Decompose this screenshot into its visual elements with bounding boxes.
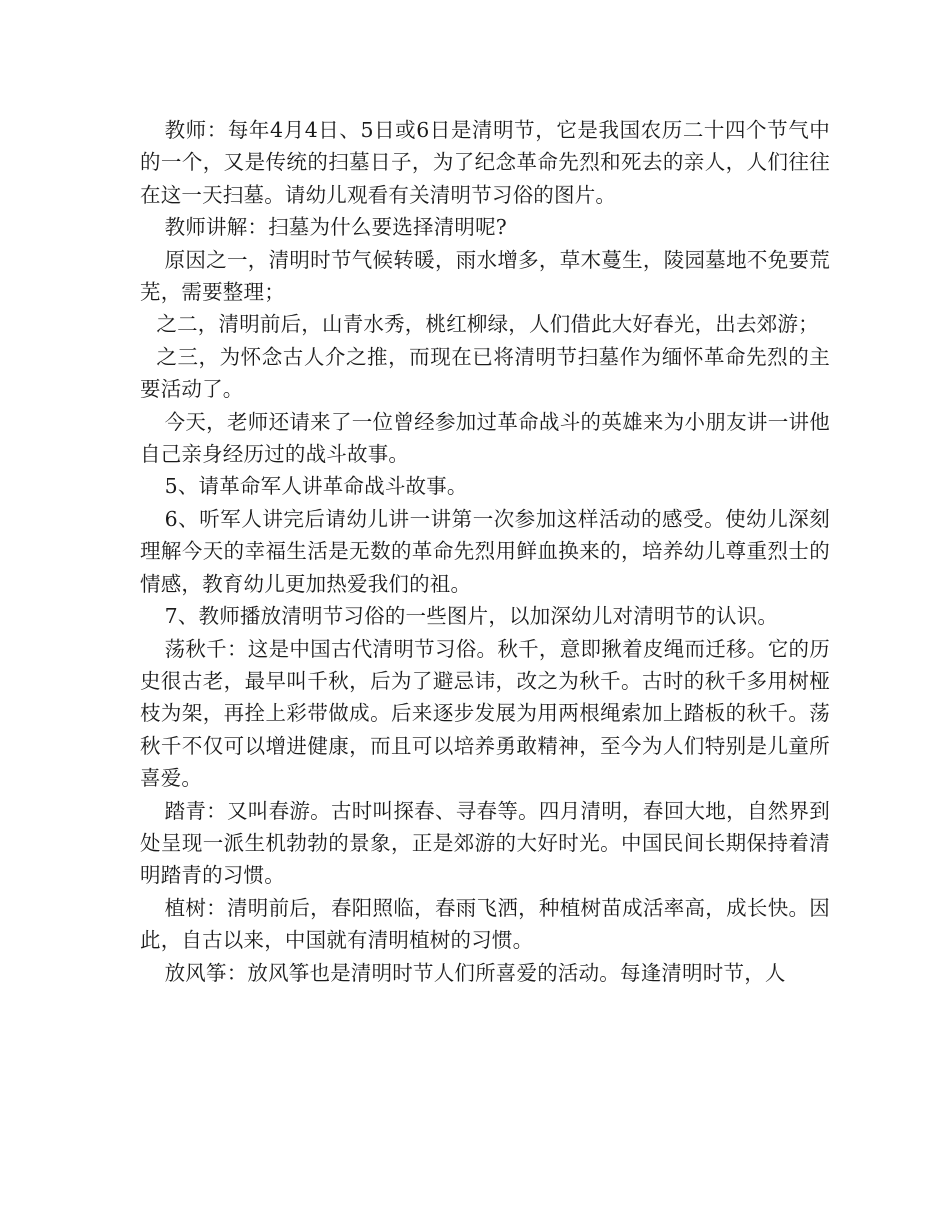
paragraph-step-5: 5、请革命军人讲革命战斗故事。 [164, 474, 468, 499]
paragraph-outing: 踏青：又叫春游。古时叫探春、寻春等。四月清明，春回大地，自然界到处呈现一派生机勃勃的景象，正是郊游的大好时光。中国民间长期保持着清明踏青的习惯。 [140, 798, 830, 888]
paragraph-tree-planting: 植树：清明前后，春阳照临，春雨飞洒，种植树苗成活率高，成长快。因此，自古以来，中国就有清明植树的习惯。 [140, 895, 830, 953]
paragraph-hero-invite: 今天，老师还请来了一位曾经参加过革命战斗的英雄来为小朋友讲一讲他自己亲身经历过的战斗故事。 [140, 409, 830, 467]
document-body [140, 114, 830, 989]
paragraph-reason-two: 之二，清明前后，山青水秀，桃红柳绿，人们借此大好春光，出去郊游； [156, 312, 819, 337]
paragraph-step-6: 6、听军人讲完后请幼儿讲一讲第一次参加这样活动的感受。使幼儿深刻理解今天的幸福生活是无数的革命先烈用鲜血换来的，培养幼儿尊重烈士的情感，教育幼儿更加热爱我们的祖。 [140, 506, 830, 596]
paragraph-step-7: 7、教师播放清明节习俗的一些图片，以加深幼儿对清明节的认识。 [164, 604, 779, 629]
paragraph-reason-one: 原因之一，清明时节气候转暖，雨水增多，草木蔓生，陵园墓地不免要荒芜，需要整理； [140, 247, 830, 305]
paragraph-teacher-intro: 教师：每年4月4日、5日或6日是清明节，它是我国农历二十四个节气中的一个，又是传统的扫墓日子，为了纪念革命先烈和死去的亲人，人们往往在这一天扫墓。请幼儿观看有关清明节习俗的图片。 [140, 118, 830, 207]
paragraph-teacher-explain: 教师讲解：扫墓为什么要选择清明呢? [164, 215, 507, 240]
paragraph-swing: 荡秋千：这是中国古代清明节习俗。秋千，意即揪着皮绳而迁移。它的历史很古老，最早叫千秋，后为了避忌讳，改之为秋千。古时的秋千多用树桠枝为架，再拴上彩带做成。后来逐步发展为用两根绳索加上踏板的秋千。荡秋千不仅可以增进健康，而且可以培养勇敢精神，至今为人们特别是儿童所喜爱。 [140, 636, 830, 791]
paragraph-kite-flying: 放风筝：放风筝也是清明时节人们所喜爱的活动。每逢清明时节，人 [164, 960, 786, 985]
paragraph-reason-three: 之三，为怀念古人介之推，而现在已将清明节扫墓作为缅怀革命先烈的主要活动了。 [140, 344, 830, 402]
